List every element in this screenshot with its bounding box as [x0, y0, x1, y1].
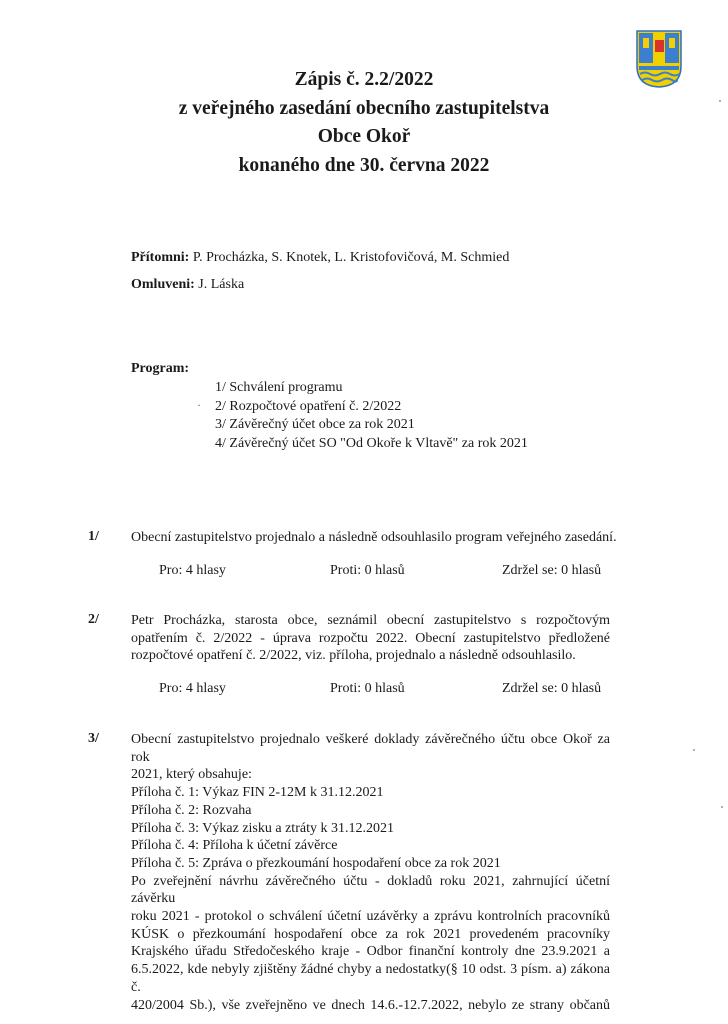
- item-3-line-9: roku 2021 - protokol o schválení účetní uzávěrky a zprávu kontrolních pracovníků: [131, 909, 610, 925]
- item-2-line-3: rozpočtové opatření č. 2/2022, viz. příloha, projednalo a následně odsouhlasilo.: [131, 648, 576, 664]
- item-2-votes-abstain: Zdržel se: 0 hlasů: [502, 681, 602, 696]
- item-1-line-1: Obecní zastupitelstvo projednalo a následně odsouhlasilo program veřejného zasedání.: [131, 530, 617, 545]
- item-3-line-7: Příloha č. 5: Zpráva o přezkoumání hospodaření obce za rok 2021: [131, 855, 501, 871]
- item-3-line-2: 2021, který obsahuje:: [131, 767, 252, 783]
- excused-names: J. Láska: [198, 277, 245, 292]
- stray-dot: ·: [197, 398, 201, 412]
- program-list: [215, 379, 528, 453]
- title-line-3: Obce Okoř: [317, 126, 411, 147]
- program-item-1: 1/ Schválení programu: [215, 380, 343, 395]
- item-1-votes-abstain: Zdržel se: 0 hlasů: [502, 563, 602, 578]
- item-3-line-3: Příloha č. 1: Výkaz FIN 2-12M k 31.12.2021: [131, 785, 384, 801]
- title-line-4: konaného dne 30. června 2022: [238, 154, 490, 176]
- item-3-line-8: Po zveřejnění návrhu závěrečného účtu - dokladů roku 2021, zahrnující účetní závěrku: [131, 873, 610, 907]
- item-3-line-4: Příloha č. 2: Rozvaha: [131, 802, 252, 818]
- program-item-4: 4/ Závěrečný účet SO "Od Okoře k Vltavě" za rok 2021: [215, 435, 528, 451]
- item-3-line-11: Krajského úřadu Středočeského kraje - Odbor finanční kontroly dne 23.9.2021 a: [131, 944, 610, 960]
- title-line-2: z veřejného zasedání obecního zastupitelstva: [178, 97, 550, 119]
- program-item-3: 3/ Závěrečný účet obce za rok 2021: [215, 417, 415, 432]
- item-2-text: [131, 612, 610, 665]
- program-item-2: 2/ Rozpočtové opatření č. 2/2022: [215, 398, 402, 414]
- item-1-text: [131, 529, 631, 547]
- item-3-text: [131, 731, 610, 1014]
- scan-speck: [721, 806, 723, 808]
- program-label: Program:: [131, 361, 190, 376]
- item-2-votes-for: Pro: 4 hlasy: [159, 681, 226, 696]
- present-label: Přítomni:: [131, 250, 190, 265]
- item-3-line-5: Příloha č. 3: Výkaz zisku a ztráty k 31.12.2021: [131, 820, 394, 836]
- item-3-line-1: Obecní zastupitelstvo projednalo veškeré doklady závěrečného účtu obce Okoř za rok: [131, 732, 610, 765]
- scan-speck: [719, 100, 721, 102]
- item-2-number: 2/: [88, 612, 99, 627]
- item-1-number: 1/: [88, 529, 99, 544]
- scan-speck: [693, 749, 695, 751]
- item-2-line-1: Petr Procházka, starosta obce, seznámil obecní zastupitelstvo s rozpočtovým: [131, 613, 610, 628]
- excused-label: Omluveni:: [131, 277, 195, 292]
- item-3-line-13: 420/2004 Sb.), vše zveřejněno ve dnech 14.6.-12.7.2022, nebylo ze strany občanů: [131, 997, 610, 1013]
- item-3-line-12: 6.5.2022, kde nebyly zjištěny žádné chyby a nedostatky(§ 10 odst. 3 písm. a) zákona č.: [131, 962, 610, 995]
- item-3-line-6: Příloha č. 4: Příloha k účetní závěrce: [131, 838, 338, 854]
- title-line-1: Zápis č. 2.2/2022: [294, 69, 434, 90]
- item-2-votes-against: Proti: 0 hlasů: [330, 681, 405, 696]
- excused-line: [131, 276, 244, 294]
- item-3-line-10: KÚSK o přezkoumání hospodaření obce za rok 2021 provedeném pracovníky: [131, 926, 610, 942]
- document-title: [0, 66, 728, 180]
- present-line: [131, 249, 509, 267]
- item-1-votes-for: Pro: 4 hlasy: [159, 563, 226, 578]
- present-names: P. Procházka, S. Knotek, L. Kristofovičová, M. Schmied: [192, 250, 510, 265]
- item-3-number: 3/: [88, 731, 99, 746]
- item-2-line-2: opatřením č. 2/2022 - úprava rozpočtu 2022. Obecní zastupitelstvo předložené: [131, 630, 610, 646]
- item-1-votes-against: Proti: 0 hlasů: [330, 563, 405, 578]
